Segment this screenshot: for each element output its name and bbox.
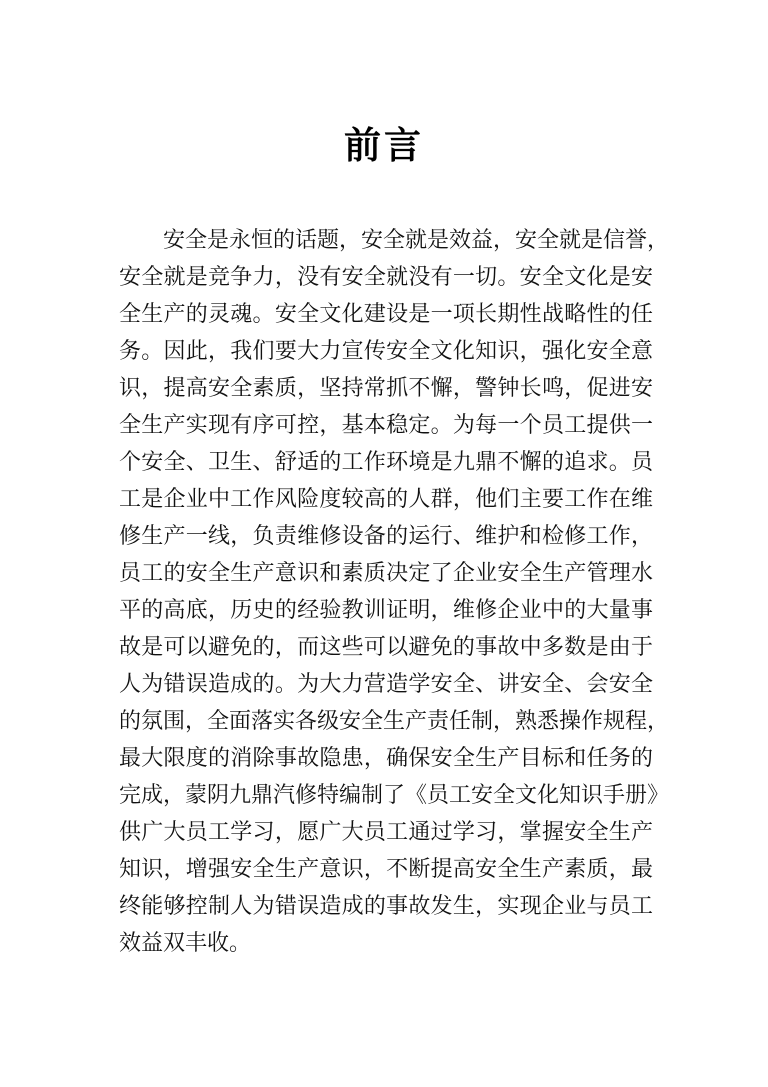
paragraph-line: 识，提高安全素质，坚持常抓不懈，警钟长鸣，促进安 [119, 376, 653, 401]
paragraph-line: 全生产的灵魂。安全文化建设是一项长期性战略性的任 [119, 302, 653, 327]
paragraph-line: 平的高底，历史的经验教训证明，维修企业中的大量事 [119, 598, 653, 623]
paragraph-line: 效益双丰收。 [119, 931, 252, 956]
paragraph-line: 供广大员工学习，愿广大员工通过学习，掌握安全生产 [119, 820, 653, 845]
paragraph-line: 员工的安全生产意识和素质决定了企业安全生产管理水 [119, 561, 653, 586]
paragraph-line: 修生产一线，负责维修设备的运行、维护和检修工作， [119, 524, 653, 549]
paragraph-line: 安全就是竞争力，没有安全就没有一切。安全文化是安 [119, 265, 653, 290]
paragraph-line: 务。因此，我们要大力宣传安全文化知识，强化安全意 [119, 339, 653, 364]
preface-paragraph [119, 222, 670, 962]
paragraph-line: 工是企业中工作风险度较高的人群，他们主要工作在维 [119, 487, 653, 512]
paragraph-line: 全生产实现有序可控，基本稳定。为每一个员工提供一 [119, 413, 653, 438]
paragraph-line: 最大限度的消除事故隐患，确保安全生产目标和任务的 [119, 746, 653, 771]
paragraph-line: 安全是永恒的话题，安全就是效益，安全就是信誉， [163, 228, 670, 253]
paragraph-line: 完成，蒙阴九鼎汽修特编制了《员工安全文化知识手册》 [119, 783, 670, 808]
paragraph-line: 个安全、卫生、舒适的工作环境是九鼎不懈的追求。员 [119, 450, 653, 475]
paragraph-line: 终能够控制人为错误造成的事故发生，实现企业与员工 [119, 894, 653, 919]
paragraph-line: 人为错误造成的。为大力营造学安全、讲安全、会安全 [119, 672, 653, 697]
page-title: 前言 [344, 124, 424, 167]
paragraph-line: 的氛围，全面落实各级安全生产责任制，熟悉操作规程， [119, 709, 670, 734]
paragraph-line: 知识，增强安全生产意识，不断提高安全生产素质，最 [119, 857, 653, 882]
paragraph-line: 故是可以避免的，而这些可以避免的事故中多数是由于 [119, 635, 653, 660]
